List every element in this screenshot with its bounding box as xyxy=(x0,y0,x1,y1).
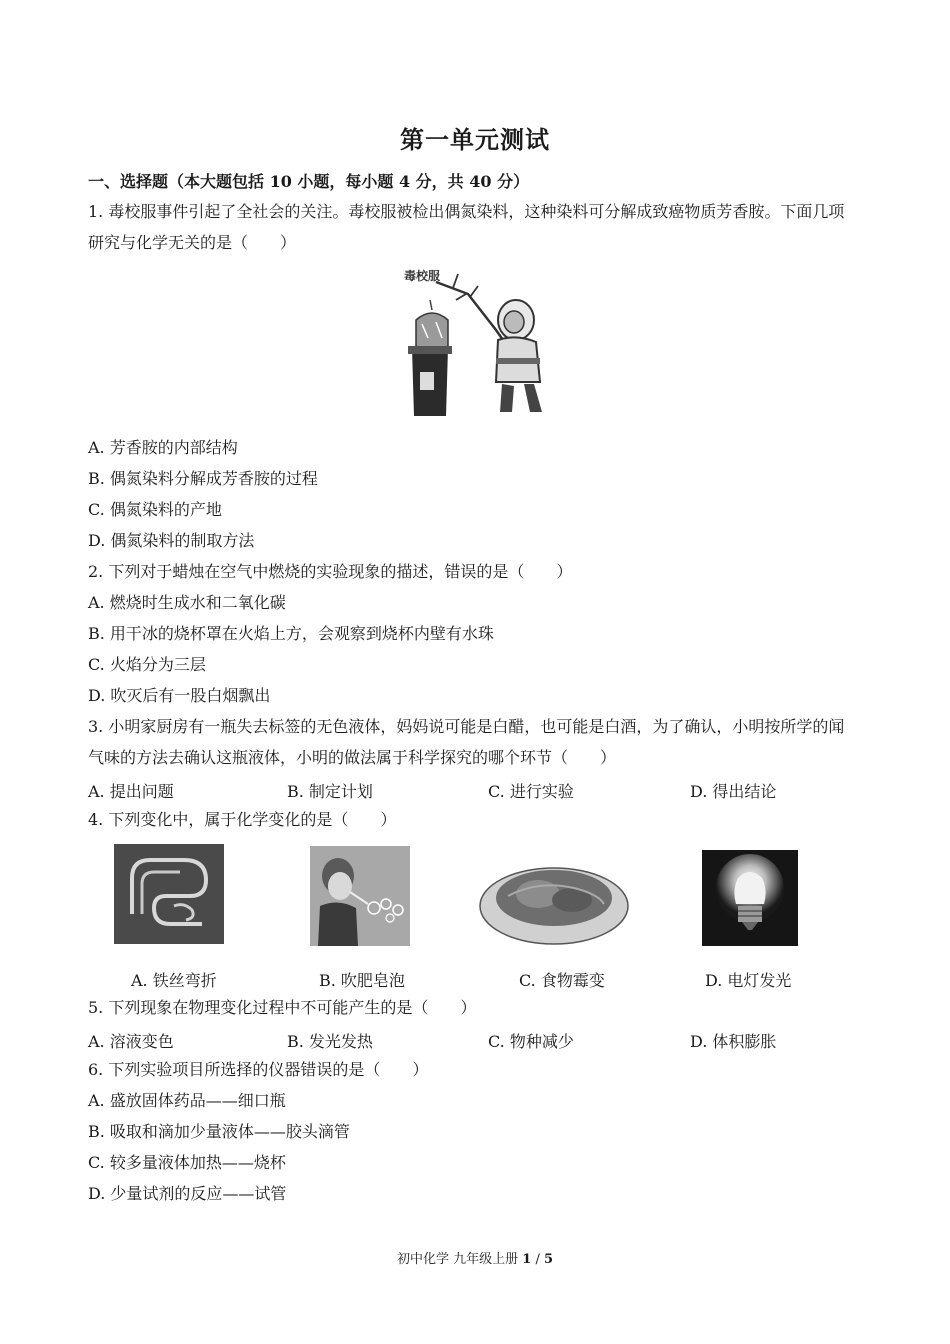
question-5-option-a: A. 溶液变色 xyxy=(88,1032,174,1051)
question-5-option-c: C. 物种减少 xyxy=(488,1032,574,1051)
question-1-stem-line2: 研究与化学无关的是（ ） xyxy=(88,233,297,252)
page-footer xyxy=(0,1248,950,1267)
footer-course: 初中化学 xyxy=(396,1252,449,1267)
bent-wire-photo xyxy=(114,844,224,944)
question-1-option-c: C. 偶氮染料的产地 xyxy=(88,500,222,519)
blowing-bubbles-photo xyxy=(310,846,410,946)
question-6-option-a: A. 盛放固体药品——细口瓶 xyxy=(88,1091,286,1110)
question-6-option-d: D. 少量试剂的反应——试管 xyxy=(88,1184,287,1203)
question-3-stem-line1: 3. 小明家厨房有一瓶失去标签的无色液体，妈妈说可能是白醋，也可能是白酒，为了确认，小明按所学的闻 xyxy=(88,717,845,736)
question-3-stem-line2: 气味的方法去确认这瓶液体，小明的做法属于科学探究的哪个环节（ ） xyxy=(88,748,617,767)
question-1-stem-line1: 1. 毒校服事件引起了全社会的关注。毒校服被检出偶氮染料，这种染料可分解成致癌物质芳香胺。下面几项 xyxy=(88,202,845,221)
glowing-bulb-photo xyxy=(702,850,798,946)
question-3-option-d: D. 得出结论 xyxy=(690,782,777,801)
question-6-option-c: C. 较多量液体加热——烧杯 xyxy=(88,1153,286,1172)
footer-separator: / xyxy=(535,1252,540,1267)
moldy-food-photo xyxy=(478,850,630,948)
question-1-option-d: D. 偶氮染料的制取方法 xyxy=(88,531,255,550)
question-4-caption-a: A. 铁丝弯折 xyxy=(131,971,217,990)
question-6-stem: 6. 下列实验项目所选择的仪器错误的是（ ） xyxy=(88,1060,429,1079)
question-5-stem: 5. 下列现象在物理变化过程中不可能产生的是（ ） xyxy=(88,998,477,1017)
question-1-option-a: A. 芳香胺的内部结构 xyxy=(88,438,238,457)
question-3-option-b: B. 制定计划 xyxy=(287,782,373,801)
question-2-option-a: A. 燃烧时生成水和二氧化碳 xyxy=(88,593,286,612)
question-2-option-c: C. 火焰分为三层 xyxy=(88,655,206,674)
question-4-caption-b: B. 吹肥皂泡 xyxy=(319,971,405,990)
question-6-option-b: B. 吸取和滴加少量液体——胶头滴管 xyxy=(88,1122,350,1141)
question-5-options xyxy=(88,1029,888,1049)
poison-uniform-illustration xyxy=(398,264,558,424)
page-title: 第一单元测试 xyxy=(400,125,550,154)
question-3-options xyxy=(88,779,888,799)
question-2-option-d: D. 吹灭后有一股白烟飘出 xyxy=(88,686,271,705)
section-heading: 一、选择题（本大题包括 10 小题，每小题 4 分，共 40 分） xyxy=(88,172,530,191)
question-2-option-b: B. 用干冰的烧杯罩在火焰上方，会观察到烧杯内壁有水珠 xyxy=(88,624,494,643)
question-4-caption-c: C. 食物霉变 xyxy=(519,971,605,990)
question-3-option-c: C. 进行实验 xyxy=(488,782,574,801)
question-5-option-b: B. 发光发热 xyxy=(287,1032,373,1051)
footer-grade: 九年级上册 xyxy=(453,1252,519,1267)
question-3-option-a: A. 提出问题 xyxy=(88,782,174,801)
question-2-stem: 2. 下列对于蜡烛在空气中燃烧的实验现象的描述，错误的是（ ） xyxy=(88,562,573,581)
question-4-caption-d: D. 电灯发光 xyxy=(705,971,792,990)
footer-page-number: 1 xyxy=(522,1252,532,1267)
question-1-option-b: B. 偶氮染料分解成芳香胺的过程 xyxy=(88,469,318,488)
svg-text:毒校服: 毒校服 xyxy=(404,269,441,283)
question-5-option-d: D. 体积膨胀 xyxy=(690,1032,777,1051)
question-4-stem: 4. 下列变化中，属于化学变化的是（ ） xyxy=(88,810,397,829)
footer-page-total: 5 xyxy=(543,1252,554,1267)
